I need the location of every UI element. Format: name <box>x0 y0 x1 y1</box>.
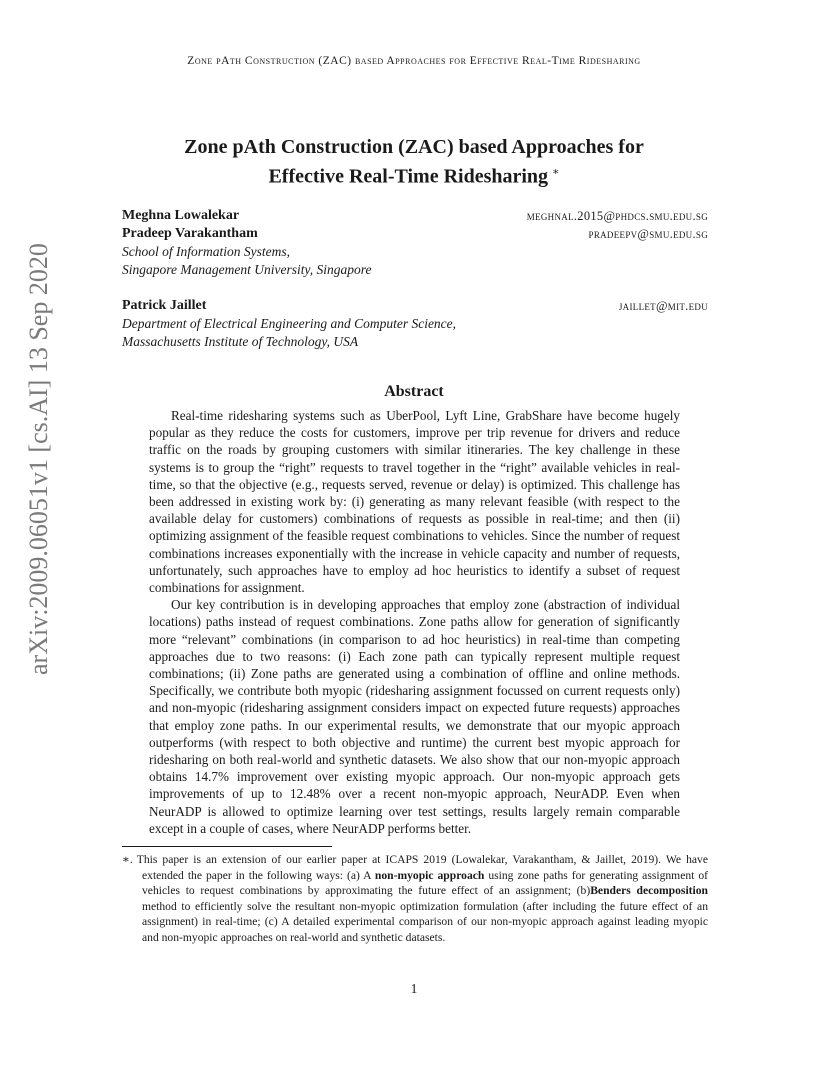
page-number: 1 <box>410 981 418 996</box>
footnote-text: method to efficiently solve the resultant non-myopic optimization formulation (after including the future effect of an assignment) in real-time; (c) A detailed experimental comparison of our non-myopic approach against leading myopic and non-myopic approaches on real-world and synthetic datasets. <box>142 899 708 944</box>
author-email[interactable]: meghnal.2015@phdcs.smu.edu.sg <box>526 209 708 223</box>
author-name: Pradeep Varakantham <box>122 226 258 241</box>
title-footnote-mark[interactable]: ∗ <box>552 166 560 178</box>
paper-title <box>100 135 728 190</box>
author-email[interactable]: jaillet@mit.edu <box>618 299 708 313</box>
abstract-heading: Abstract <box>384 383 444 400</box>
author-name: Patrick Jaillet <box>122 298 207 313</box>
footnote-bold-term: non-myopic approach <box>374 868 485 882</box>
arxiv-stamp: arXiv:2009.06051v1 [cs.AI] 13 Sep 2020 <box>24 243 53 675</box>
abstract-body <box>149 407 680 837</box>
title-line-1: Zone pAth Construction (ZAC) based Approaches for <box>184 136 644 158</box>
author-name: Meghna Lowalekar <box>122 208 240 223</box>
author-affiliation: School of Information Systems, <box>122 244 290 259</box>
footnote-rule <box>122 846 332 847</box>
author-block-2 <box>122 297 708 351</box>
abstract-paragraph: Real-time ridesharing systems such as UberPool, Lyft Line, GrabShare have become hugely popular as they reduce the costs for customers, improve per trip revenue for drivers and reduce traffic on the roads by grouping customers with similar itineraries. The key challenge in these systems is to group the “right” requests to travel together in the “right” available vehicles in real-time, so that the objective (e.g., requests served, revenue or delay) is optimized. This challenge has been addressed in existing work by: (i) generating as many relevant feasible (with respect to the available delay for customers) combinations of requests as possible in real-time; and then (ii) optimizing assignment of the feasible request combinations to vehicles. Since the number of request combinations increases exponentially with the increase in vehicle capacity and number of requests, unfortunately, such approaches have to employ ad hoc heuristics to identify a subset of request combinations for assignment. <box>149 408 680 596</box>
author-email[interactable]: pradeepv@smu.edu.sg <box>588 227 708 241</box>
footnote <box>122 852 708 946</box>
author-block-1 <box>122 207 708 279</box>
footnote-text: using zone paths for generating assignment of vehicles to request combinations by approximating the future effect of an assignment; (b) <box>142 868 708 898</box>
abstract-paragraph: Our key contribution is in developing approaches that employ zone (abstraction of individual locations) paths instead of request combinations. Zone paths allow for generation of significantly more “relevant” combinations (in comparison to ad hoc heuristics) in real-time than competing approaches due to two reasons: (i) Each zone path can typically represent multiple request combinations; (ii) Zone paths are generated using a combination of offline and online methods. Specifically, we contribute both myopic (ridesharing assignment focussed on current requests only) and non-myopic (ridesharing assignment considers impact on expected future requests) approaches that employ zone paths. In our experimental results, we demonstrate that our myopic approach outperforms (with respect to both objective and runtime) the current best myopic approach for ridesharing on both real-world and synthetic datasets. We also show that our non-myopic approach obtains 14.7% improvement over existing myopic approach. Our non-myopic approach gets improvements of up to 12.48% over a recent non-myopic approach, NeurADP. Even when NeurADP is allowed to optimize learning over test settings, results largely remain comparable except in a couple of cases, where NeurADP performs better. <box>149 597 680 836</box>
title-line-2-text: Effective Real-Time Ridesharing <box>268 165 549 188</box>
title-line-2 <box>100 160 728 190</box>
footnote-mark: ∗. <box>122 853 133 866</box>
footnote-text: This paper is an extension of our earlier paper at ICAPS 2019 (Lowalekar, Varakantham, & Jaillet, 2019). We have extended the paper in the following ways: (a) A <box>136 853 708 882</box>
footnote-bold-term: Benders decomposition <box>590 884 708 898</box>
author-affiliation: Department of Electrical Engineering and Computer Science, <box>122 316 457 331</box>
running-header: Zone pAth Construction (ZAC) based Approaches for Effective Real-Time Ridesharing <box>187 55 641 67</box>
author-affiliation: Singapore Management University, Singapore <box>122 262 372 277</box>
author-affiliation: Massachusetts Institute of Technology, USA <box>122 334 359 349</box>
